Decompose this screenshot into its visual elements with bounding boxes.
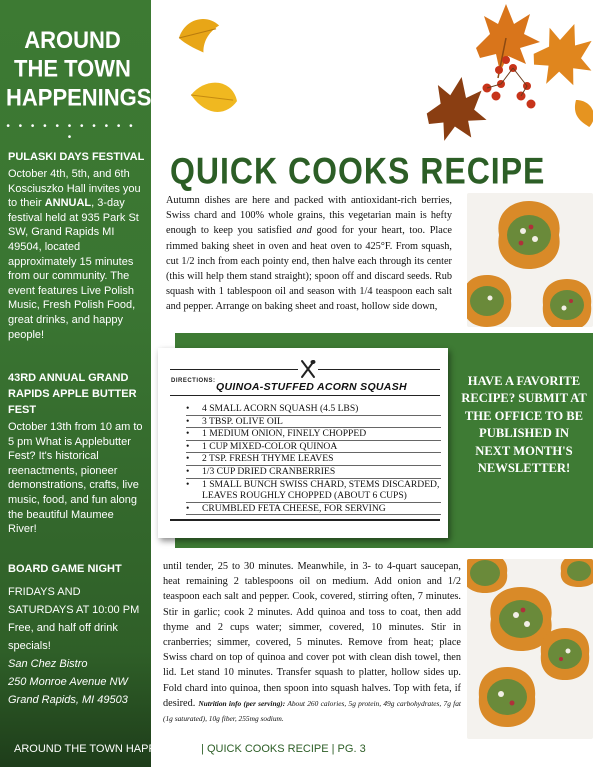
event-heading-apple-butter: 43RD ANNUAL GRAND RAPIDS APPLE BUTTER FEST (8, 372, 137, 416)
ingredient-item: • 1 MEDIUM ONION, FINELY CHOPPED (186, 428, 441, 441)
event-text-pulaski: October 4th, 5th, and 6th Kosciuszko Hall invites you to their ANNUAL, 3-day festival held at 935 Park St SW, Grand Rapids MI 49504, located approximately 15 minutes from our community. The event features Live Polish Music, Fresh Polish Food, great drinks, and happy people! (8, 168, 141, 341)
orange-maple-leaf-right (525, 14, 593, 97)
directions-label: DIRECTIONS: (171, 378, 216, 384)
ingredient-item: • 2 TSP. FRESH THYME LEAVES (186, 453, 441, 466)
ingredient-list (186, 403, 441, 515)
sidebar-title: AROUND THE TOWN HAPPENINGS (6, 26, 152, 111)
event-heading-board-game: BOARD GAME NIGHT (8, 563, 122, 575)
berries (483, 56, 536, 109)
sidebar (0, 0, 151, 767)
promo-text: HAVE A FAVORITE RECIPE? SUBMIT AT THE OFFICE TO BE PUBLISHED IN NEXT MONTH'S NEWSLETTER! (461, 374, 587, 476)
event-venue (8, 655, 143, 709)
ingredient-item: • 1 SMALL BUNCH SWISS CHARD, STEMS DISCARDED, LEAVES ROUGHLY CHOPPED (ABOUT 6 CUPS) (186, 479, 441, 503)
sidebar-divider: • • • • • • • • • • • • (6, 121, 136, 143)
stuffed-squash-photo-bottom (467, 559, 593, 739)
orange-maple-leaf-top (476, 4, 540, 78)
recipe-intro: Autumn dishes are here and packed with antioxidant-rich berries, Swiss chard and 100% whole grains, this vegetarian main is hefty enough to keep you satisfied and good for your heart, too. Place rimmed baking sheet in oven and heat oven to 425°F. From squash, cut 1/2 inch from each pointy end, then halve each through its center (this will help them stand straight); spoon off and discard seeds. Rub squash with 1 tablespoon oil and season with 1/4 teaspoon each salt and pepper. Arrange on baking sheet and roast, hollow side down, (166, 195, 453, 313)
card-title-rule (170, 395, 440, 396)
venue-city: Grand Rapids, MI 49503 (8, 694, 128, 706)
card-bottom-rule (170, 519, 440, 521)
ingredient-item: • 1 CUP MIXED-COLOR QUINOA (186, 441, 441, 454)
fork-spoon-icon (299, 359, 317, 379)
yellow-leaf-left (175, 13, 226, 58)
recipe-instructions: until tender, 25 to 30 minutes. Meanwhile, in 3- to 4-quart saucepan, heat remaining 2 tablespoons oil on medium. Add onion and 1/2 teaspoon each salt and pepper. Cook, covered, stirring often, 7 minutes. Stir in garlic; cook 2 minutes. Add quinoa and toss to coat, then add thyme and 2 cups water; simmer, covered, 10 minutes. Stir in cranberries; simmer, covered, 5 minutes. Remove from heat; place Swiss chard on top of quinoa and cover pot with clean dish towel, then lid. Let stand 10 minutes. Transfer squash to platter, hollow sides up. Fold chard into quinoa, then spoon into squash halves. Top with feta, if desired. Nutrition info (per serving): About 260 calories, 5g protein, 49g carbohydrates, 7g fat (1g saturated), 10g fiber, 255mg sodium. (163, 561, 461, 724)
event-heading-pulaski: PULASKI DAYS FESTIVAL (8, 151, 145, 163)
ingredient-item: • 3 TBSP. OLIVE OIL (186, 416, 441, 429)
footer-page-info: | QUICK COOKS RECIPE | PG. 3 (197, 743, 366, 755)
page-footer (14, 743, 366, 755)
recipe-title: QUINOA-STUFFED ACORN SQUASH (216, 381, 407, 393)
recipe-card (158, 348, 448, 538)
autumn-leaves-illustration (151, 0, 593, 150)
orange-leaf-small (570, 95, 593, 129)
event-text-board-game: FRIDAYS AND SATURDAYS AT 10:00 PM Free, and half off drink specials! (8, 586, 140, 652)
ingredient-item: • CRUMBLED FETA CHEESE, FOR SERVING (186, 503, 441, 516)
ingredient-item: • 4 SMALL ACORN SQUASH (4.5 LBS) (186, 403, 441, 416)
ingredient-item: • 1/3 CUP DRIED CRANBERRIES (186, 466, 441, 479)
page-title: QUICK COOKS RECIPE (170, 150, 546, 192)
card-rule-right (318, 369, 440, 370)
card-rule-left (170, 369, 298, 370)
venue-name: San Chez Bistro (8, 658, 88, 670)
venue-street: 250 Monroe Avenue NW (8, 676, 128, 688)
footer-section-name: AROUND THE TOWN HAPPENINGS (14, 743, 198, 755)
brown-maple-leaf (423, 72, 494, 147)
event-text-apple-butter: October 13th from 10 am to 5 pm What is Applebutter Fest? It's historical reenactments, pioneer demonstrations, crafts, live music, food, and fun along the beautiful Maumee River! (8, 421, 143, 536)
yellow-leaf-mid (188, 77, 240, 117)
stuffed-squash-photo-top (467, 193, 593, 327)
